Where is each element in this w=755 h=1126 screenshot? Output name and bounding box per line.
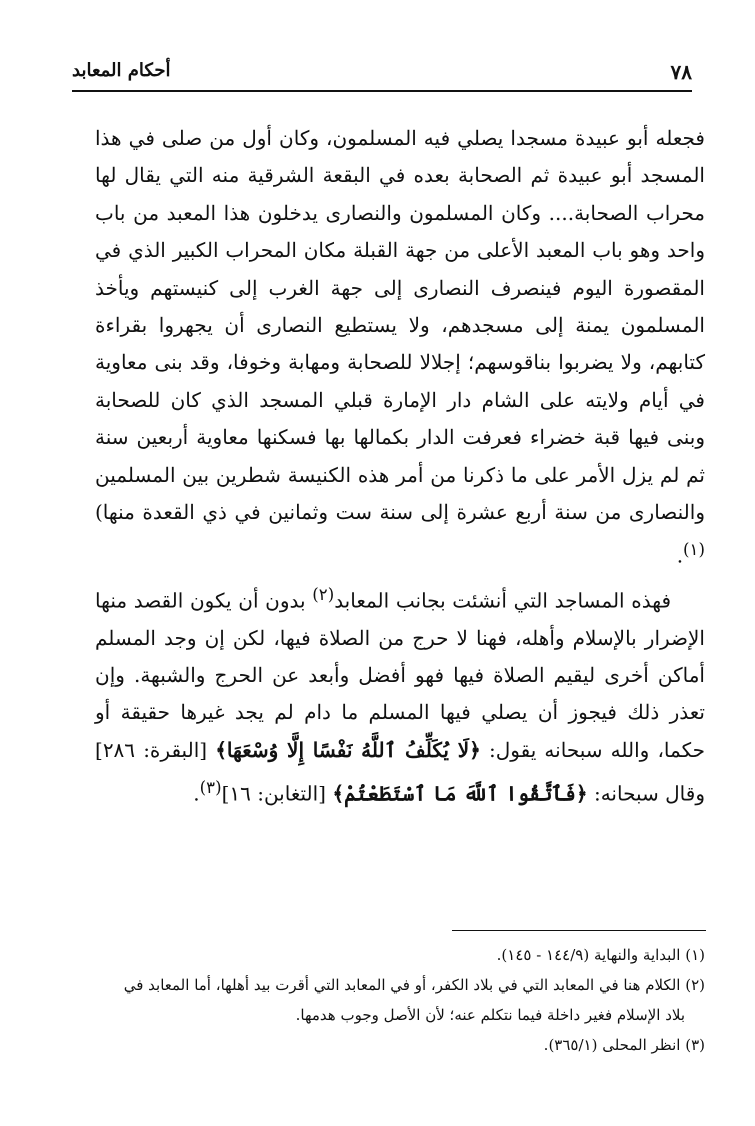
paragraph-1-end: .	[676, 544, 684, 569]
paragraph-2-end: .	[193, 781, 200, 806]
running-title: أحكام المعابد	[72, 60, 171, 81]
running-header	[72, 56, 692, 90]
verse-2-citation: [التغابن: ١٦]	[221, 781, 333, 806]
paragraph-1-text: فجعله أبو عبيدة مسجدا يصلي فيه المسلمون، وكان أول من صلى في هذا المسجد أبو عبيدة ثم الصحابة بعده في البقعة الشرقية منه التي يقال لها محراب الصحابة.... وكان المسلمون والنصارى يدخلون هذا المعبد من باب واحد وهو باب المعبد الأعلى من جهة القبلة مكان المحراب الكبير الذي في المقصورة اليوم فينصرف النصارى إلى جهة الغرب إلى كنيستهم ويأخذ المسلمون يمنة إلى مسجدهم، ولا يستطيع النصارى أن يجهروا بقراءة كتابهم، ولا يضربوا بناقوسهم؛ إجلالا للصحابة ومهابة وخوفا، وقد بنى معاوية في أيام ولايته على الشام دار الإمارة قبلي المسجد الذي كان للصحابة وبنى فيها قبة خضراء فعرفت الدار بكمالها بها فسكنها معاوية أربعين سنة ثم لم يزل الأمر على ما ذكرنا من أمر هذه الكنيسة شطرين بين المسلمين والنصارى من سنة أربع عشرة إلى سنة ست وثمانين في ذي القعدة منها)	[95, 126, 705, 525]
footnote-2-continued: بلاد الإسلام فغير داخلة فيما نتكلم عنه؛ لأن الأصل وجوب هدمها.	[295, 1006, 685, 1024]
paragraph-2-text-b: بدون أن يكون القصد منها الإضرار بالإسلام وأهله، فهنا لا حرج من الصلاة فيها، لكن إن وجد المسلم أماكن أخرى ليقيم الصلاة فيها فهو أفضل وأبعد عن الحرج والشبهة. وإن تعذر ذلك فيجوز أن يصلي فيها المسلم ما دام لم يجد غيرها حقيقة أو حكما، والله سبحانه يقول:	[95, 588, 705, 762]
footnote-1: (١) البداية والنهاية (١٤٤/٩ - ١٤٥).	[496, 946, 705, 964]
paragraph-2	[95, 576, 705, 814]
footnote-2: (٢) الكلام هنا في المعابد التي في بلاد الكفر، أو في المعابد التي أقرت بيد أهلها، أما المعابد في	[123, 976, 705, 994]
quran-verse-2: ﴿فَٱتَّقُوا ٱللَّهَ مَا ٱسْتَطَعْتُمْ﴾	[332, 781, 588, 806]
footnote-divider	[452, 930, 706, 931]
quran-verse-1: ﴿لَا يُكَلِّفُ ٱللَّهُ نَفْسًا إِلَّا وُسْعَهَا﴾	[215, 737, 481, 762]
header-divider	[72, 90, 692, 92]
footnotes	[95, 940, 705, 1060]
main-text	[95, 120, 705, 813]
footnote-3: (٣) انظر المحلى (٣٦٥/١).	[543, 1036, 705, 1054]
verse-1-citation: [البقرة: ٢٨٦] وقال سبحانه:	[95, 737, 705, 806]
paragraph-1	[95, 120, 705, 576]
footnote-ref-3: (٣)	[199, 778, 222, 798]
paragraph-2-text-a: فهذه المساجد التي أنشئت بجانب المعابد	[334, 588, 672, 613]
footnote-ref-1: (١)	[683, 540, 705, 560]
footnote-ref-2: (٢)	[312, 584, 335, 604]
page-number: ٧٨	[670, 60, 692, 84]
